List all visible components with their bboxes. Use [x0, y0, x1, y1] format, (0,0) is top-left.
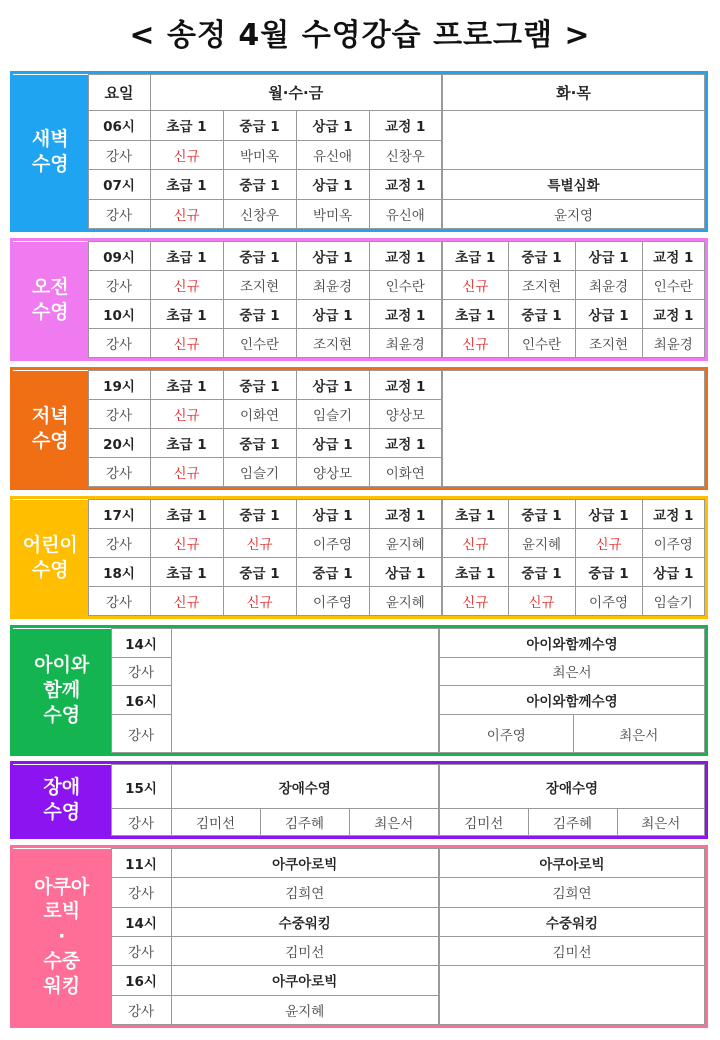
time-cell: 16시	[111, 686, 171, 715]
instructor-cell: 신규	[508, 587, 575, 616]
instructor-label: 강사	[88, 529, 150, 558]
tt-header: 화·목	[442, 75, 705, 111]
time-cell: 14시	[111, 907, 171, 936]
section-label-evening: 저녁 수영	[13, 371, 88, 487]
class-cell: 중급 1	[508, 242, 575, 271]
instructor-cell: 윤지혜	[369, 529, 442, 558]
instructor-cell: 박미옥	[223, 140, 296, 170]
class-cell: 아쿠아로빅	[171, 849, 439, 878]
class-cell: 초급 1	[150, 111, 223, 141]
instructor-cell: 조지현	[296, 329, 369, 358]
instructor-cell: 임슬기	[223, 458, 296, 487]
time-cell: 10시	[88, 300, 150, 329]
page-title: < 송정 4월 수영강습 프로그램 >	[129, 18, 591, 53]
instructor-cell: 신규	[150, 458, 223, 487]
instructor-label: 강사	[111, 878, 171, 907]
instructor-cell: 신규	[150, 271, 223, 300]
instructor-cell: 김미선	[171, 936, 439, 965]
instructor-cell: 윤지영	[442, 199, 705, 229]
instructor-cell: 인수란	[508, 329, 575, 358]
class-cell: 초급 1	[150, 300, 223, 329]
class-cell: 중급 1	[223, 300, 296, 329]
class-cell: 상급 1	[575, 242, 642, 271]
instructor-cell: 최은서	[349, 809, 439, 836]
instructor-label: 강사	[88, 199, 150, 229]
class-cell: 장애수영	[439, 765, 705, 809]
instructor-cell: 조지현	[508, 271, 575, 300]
class-cell: 초급 1	[150, 558, 223, 587]
class-cell: 초급 1	[442, 500, 508, 529]
class-cell: 중급 1	[508, 300, 575, 329]
section-evening	[10, 367, 708, 490]
instructor-cell: 이주영	[642, 529, 705, 558]
class-cell: 중급 1	[575, 558, 642, 587]
instructor-cell: 이주영	[575, 587, 642, 616]
instructor-label: 강사	[111, 995, 171, 1024]
class-cell: 초급 1	[442, 558, 508, 587]
section-kids	[10, 496, 708, 619]
section-label-disabled: 장애 수영	[13, 765, 111, 836]
section-aqua	[10, 845, 708, 1028]
instructor-cell: 신창우	[369, 140, 442, 170]
instructor-cell: 조지현	[575, 329, 642, 358]
instructor-cell: 이화연	[223, 400, 296, 429]
instructor-cell: 최윤경	[575, 271, 642, 300]
class-cell: 상급 1	[369, 558, 442, 587]
instructor-cell: 최은서	[573, 715, 705, 753]
class-cell: 교정 1	[369, 371, 442, 400]
instructor-cell: 이주영	[296, 529, 369, 558]
class-cell: 상급 1	[575, 300, 642, 329]
class-cell: 중급 1	[223, 500, 296, 529]
instructor-cell: 신규	[150, 329, 223, 358]
time-cell: 19시	[88, 371, 150, 400]
instructor-cell: 유신애	[369, 199, 442, 229]
class-cell: 아이와함께수영	[439, 686, 705, 715]
instructor-cell: 김희연	[171, 878, 439, 907]
class-cell: 상급 1	[296, 429, 369, 458]
instructor-cell: 신규	[223, 529, 296, 558]
class-cell: 교정 1	[642, 242, 705, 271]
instructor-cell: 최윤경	[642, 329, 705, 358]
section-label-parent: 아이와 함께 수영	[13, 629, 111, 753]
instructor-label: 강사	[88, 400, 150, 429]
class-cell: 중급 1	[223, 242, 296, 271]
instructor-cell: 신규	[150, 587, 223, 616]
instructor-cell: 박미옥	[296, 199, 369, 229]
instructor-cell: 양상모	[296, 458, 369, 487]
instructor-cell: 김미선	[439, 936, 705, 965]
instructor-cell: 양상모	[369, 400, 442, 429]
instructor-cell: 최윤경	[296, 271, 369, 300]
class-cell: 초급 1	[150, 170, 223, 200]
instructor-cell: 유신애	[296, 140, 369, 170]
instructor-cell: 최은서	[439, 657, 705, 686]
section-dawn	[10, 71, 708, 232]
class-cell: 상급 1	[296, 300, 369, 329]
instructor-label: 강사	[111, 715, 171, 753]
class-cell: 초급 1	[150, 242, 223, 271]
instructor-cell: 신규	[442, 529, 508, 558]
class-cell: 수중워킹	[439, 907, 705, 936]
section-parent-child	[10, 625, 708, 756]
class-cell: 특별심화	[442, 170, 705, 200]
class-cell: 상급 1	[296, 111, 369, 141]
instructor-label: 강사	[88, 140, 150, 170]
class-cell: 교정 1	[369, 300, 442, 329]
class-cell: 중급 1	[508, 500, 575, 529]
time-cell: 20시	[88, 429, 150, 458]
instructor-cell: 윤지혜	[369, 587, 442, 616]
class-cell: 상급 1	[575, 500, 642, 529]
instructor-cell: 최은서	[617, 809, 705, 836]
instructor-cell: 신규	[442, 587, 508, 616]
time-cell: 17시	[88, 500, 150, 529]
instructor-cell: 신규	[150, 400, 223, 429]
class-cell: 중급 1	[296, 558, 369, 587]
instructor-cell: 임슬기	[642, 587, 705, 616]
instructor-cell: 김미선	[439, 809, 528, 836]
section-disabled	[10, 761, 708, 839]
class-cell: 상급 1	[296, 500, 369, 529]
instructor-cell: 인수란	[223, 329, 296, 358]
time-cell: 15시	[111, 765, 171, 809]
instructor-label: 강사	[88, 271, 150, 300]
class-cell: 수중워킹	[171, 907, 439, 936]
instructor-cell: 이주영	[296, 587, 369, 616]
instructor-cell: 인수란	[369, 271, 442, 300]
class-cell: 아쿠아로빅	[171, 966, 439, 995]
instructor-cell: 이화연	[369, 458, 442, 487]
instructor-cell: 김희연	[439, 878, 705, 907]
class-cell: 교정 1	[642, 300, 705, 329]
instructor-label: 강사	[88, 587, 150, 616]
instructor-label: 강사	[111, 809, 171, 836]
time-cell: 14시	[111, 629, 171, 658]
empty-cell	[442, 371, 705, 487]
class-cell: 교정 1	[369, 429, 442, 458]
instructor-cell: 김주혜	[260, 809, 349, 836]
class-cell: 중급 1	[508, 558, 575, 587]
class-cell: 교정 1	[369, 111, 442, 141]
class-cell: 중급 1	[223, 429, 296, 458]
instructor-cell: 윤지혜	[508, 529, 575, 558]
empty-cell	[171, 629, 439, 753]
instructor-cell: 최윤경	[369, 329, 442, 358]
time-cell: 06시	[88, 111, 150, 141]
time-cell: 18시	[88, 558, 150, 587]
class-cell: 중급 1	[223, 558, 296, 587]
instructor-cell: 김주혜	[528, 809, 617, 836]
class-cell: 중급 1	[223, 371, 296, 400]
class-cell: 장애수영	[171, 765, 439, 809]
time-cell: 11시	[111, 849, 171, 878]
class-cell: 초급 1	[442, 242, 508, 271]
section-label-kids: 어린이 수영	[13, 500, 88, 616]
class-cell: 교정 1	[369, 242, 442, 271]
section-label-morning: 오전 수영	[13, 242, 88, 358]
class-cell: 상급 1	[642, 558, 705, 587]
instructor-cell: 신규	[442, 329, 508, 358]
class-cell: 아이와함께수영	[439, 629, 705, 658]
section-morning	[10, 238, 708, 361]
class-cell: 중급 1	[223, 170, 296, 200]
class-cell: 교정 1	[369, 170, 442, 200]
instructor-cell: 김미선	[171, 809, 260, 836]
time-cell: 07시	[88, 170, 150, 200]
instructor-cell: 신규	[575, 529, 642, 558]
class-cell: 초급 1	[150, 429, 223, 458]
instructor-cell: 윤지혜	[171, 995, 439, 1024]
class-cell: 초급 1	[150, 371, 223, 400]
instructor-cell: 신규	[150, 140, 223, 170]
class-cell: 초급 1	[442, 300, 508, 329]
class-cell: 교정 1	[369, 500, 442, 529]
instructor-label: 강사	[88, 329, 150, 358]
instructor-cell: 신규	[150, 199, 223, 229]
empty-cell	[439, 966, 705, 1025]
section-label-dawn: 새벽 수영	[13, 75, 88, 229]
class-cell: 아쿠아로빅	[439, 849, 705, 878]
instructor-cell: 신규	[442, 271, 508, 300]
instructor-cell: 신규	[150, 529, 223, 558]
instructor-cell: 임슬기	[296, 400, 369, 429]
class-cell: 상급 1	[296, 371, 369, 400]
section-label-aqua: 아쿠아 로빅 · 수중 워킹	[13, 849, 111, 1025]
time-cell: 16시	[111, 966, 171, 995]
instructor-label: 강사	[111, 936, 171, 965]
instructor-label: 강사	[111, 657, 171, 686]
day-header: 요일	[88, 75, 150, 111]
class-cell: 초급 1	[150, 500, 223, 529]
instructor-label: 강사	[88, 458, 150, 487]
class-cell: 상급 1	[296, 170, 369, 200]
class-cell: 교정 1	[642, 500, 705, 529]
instructor-cell: 조지현	[223, 271, 296, 300]
instructor-cell: 이주영	[439, 715, 573, 753]
class-cell: 중급 1	[223, 111, 296, 141]
instructor-cell: 인수란	[642, 271, 705, 300]
mwf-header: 월·수·금	[150, 75, 442, 111]
instructor-cell: 신창우	[223, 199, 296, 229]
empty-cell	[442, 111, 705, 170]
time-cell: 09시	[88, 242, 150, 271]
class-cell: 상급 1	[296, 242, 369, 271]
instructor-cell: 신규	[223, 587, 296, 616]
